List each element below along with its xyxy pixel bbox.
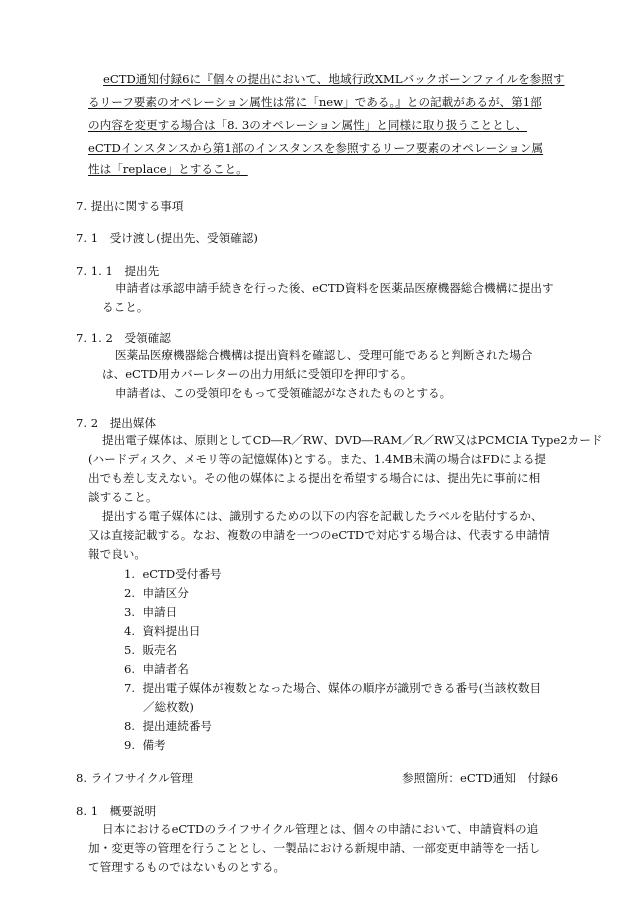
section-7-1-heading: 7. 1 受け渡し(提出先、受領確認) <box>76 231 258 245</box>
intro-line-3: の内容を変更する場合は「8. 3のオペレーション属性」と同様に取り扱うこととし、 <box>88 118 528 132</box>
section-7-2-para1-line-2: (ハードディスク、メモリ等の記憶媒体)とする。また、1.4MB未満の場合はFDによる提 <box>88 452 547 466</box>
section-8-1-line-1: 日本におけるeCTDのライフサイクル管理とは、個々の申請において、申請資料の追 <box>102 822 539 836</box>
list-item: 5. 販売名 <box>124 643 178 657</box>
list-item-continuation: ／総枚数) <box>143 700 194 714</box>
list-item: 3. 申請日 <box>124 605 178 619</box>
list-item: 9. 備考 <box>124 738 166 752</box>
intro-line-4: eCTDインスタンスから第1部のインスタンスを参照するリーフ要素のオペレーション属 <box>88 141 544 155</box>
section-8-reference: 参照箇所：eCTD通知 付録6 <box>402 771 559 785</box>
section-7-1-1-line-1: 申請者は承認申請手続きを行った後、eCTD資料を医薬品医療機器総合機構に提出す <box>115 281 554 295</box>
section-7-1-1-heading: 7. 1. 1 提出先 <box>76 264 160 278</box>
intro-line-2: るリーフ要素のオペレーション属性は常に「new」である。』との記載があるが、第1部 <box>88 95 542 109</box>
list-item: 2. 申請区分 <box>124 586 189 600</box>
section-7-2-para2-line-1: 提出する電子媒体には、識別するための以下の内容を記載したラベルを貼付するか、 <box>102 509 543 523</box>
section-7-1-2-heading: 7. 1. 2 受領確認 <box>76 331 171 345</box>
list-item: 4. 資料提出日 <box>124 624 201 638</box>
section-7-2-para1-line-3: 出でも差し支えない。その他の媒体による提出を希望する場合には、提出先に事前に相 <box>88 471 541 485</box>
section-7-heading: 7. 提出に関する事項 <box>76 199 184 213</box>
intro-line-5: 性は「replace」とすること。 <box>88 162 248 176</box>
section-7-1-2-line-2: は、eCTD用カバーレターの出力用紙に受領印を押印する。 <box>102 367 413 381</box>
section-7-2-para2-line-3: 報で良い。 <box>88 547 146 561</box>
section-7-1-1-line-2: ること。 <box>102 300 149 314</box>
list-item: 1. eCTD受付番号 <box>124 567 222 581</box>
section-7-2-para2-line-2: 又は直接記載する。なお、複数の申請を一つのeCTDで対応する場合は、代表する申請情 <box>88 528 550 542</box>
section-8-1-line-3: て管理するものではないものとする。 <box>88 860 286 874</box>
section-7-1-2-line-3: 申請者は、この受領印をもって受領確認がなされたものとする。 <box>115 386 452 400</box>
section-8-heading: 8. ライフサイクル管理 <box>76 771 194 785</box>
section-8-1-heading: 8. 1 概要説明 <box>76 804 157 818</box>
list-item: 6. 申請者名 <box>124 662 189 676</box>
section-7-2-heading: 7. 2 提出媒体 <box>76 416 157 430</box>
list-item: 7. 提出電子媒体が複数となった場合、媒体の順序が識別できる番号(当該枚数目 <box>124 681 542 695</box>
section-7-2-para1-line-4: 談すること。 <box>88 490 158 504</box>
section-8-1-line-2: 加・変更等の管理を行うこととし、一製品における新規申請、一部変更申請等を一括し <box>88 841 541 855</box>
intro-line-1: eCTD通知付録6に『個々の提出において、地域行政XMLバックボーンファイルを参照す <box>103 72 565 86</box>
section-7-2-para1-line-1: 提出電子媒体は、原則としてCD―R／RW、DVD―RAM／R／RW又はPCMCIA Type2カード <box>102 433 603 447</box>
list-item: 8. 提出連続番号 <box>124 719 213 733</box>
section-7-1-2-line-1: 医薬品医療機器総合機構は提出資料を確認し、受理可能であると判断された場合 <box>115 348 533 362</box>
